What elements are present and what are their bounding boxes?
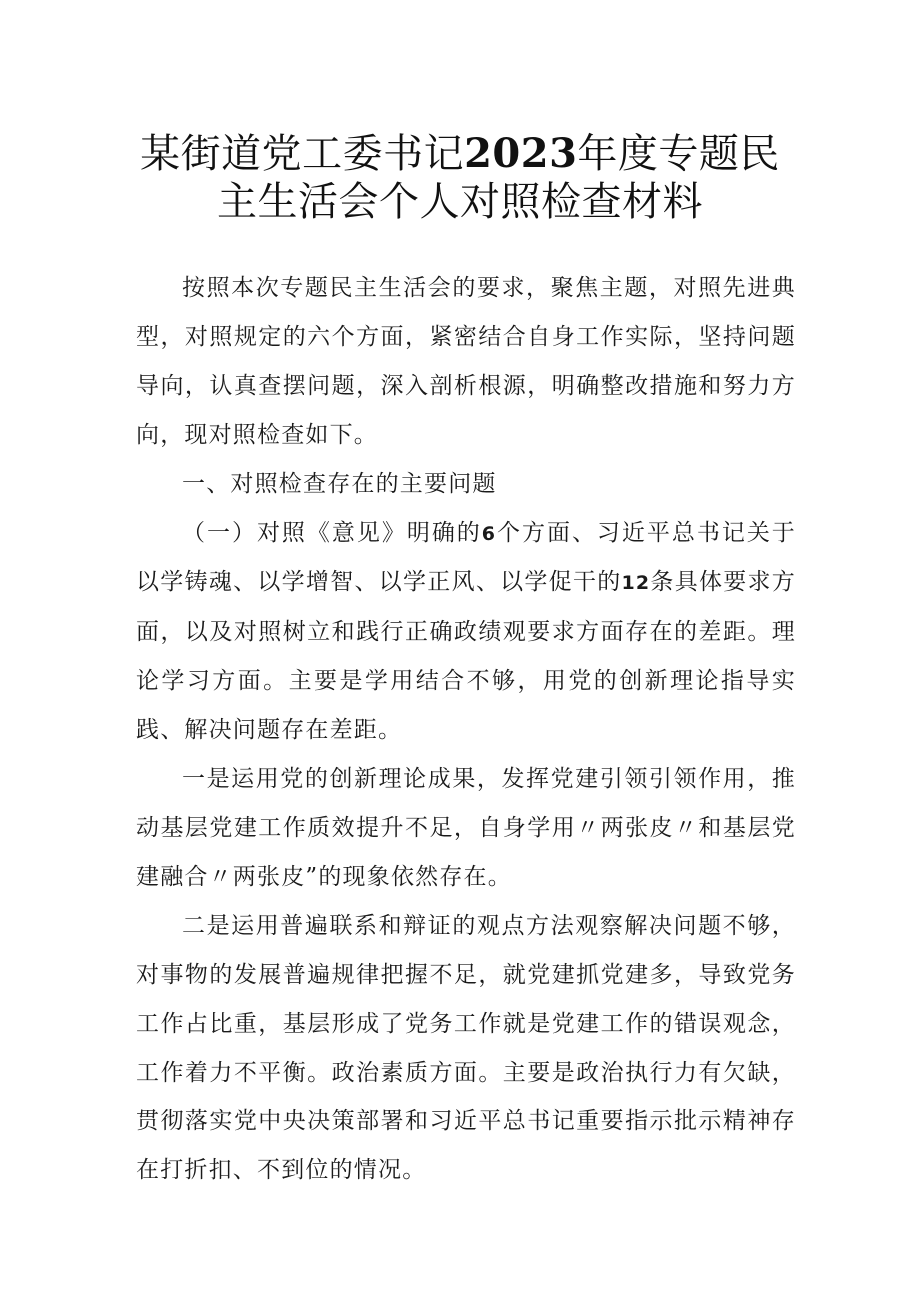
subsection-paragraph-1 xyxy=(136,509,796,756)
subsection-text-c: 条具体要求方面，以及对照树立和践行正确政绩观要求方面存在的差距。理论学习方面。主要是学用结合不够，用党的创新理论指导实践、解决问题存在差距。 xyxy=(136,569,797,744)
intro-paragraph: 按照本次专题民主生活会的要求，聚焦主题，对照先进典型，对照规定的六个方面，紧密结合自身工作实际，坚持问题导向，认真查摆问题，深入剖析根源，明确整改措施和努力方向，现对照检查如下。 xyxy=(136,275,796,448)
document-title-line-1 xyxy=(120,130,800,178)
section-heading-1: 一、对照检查存在的主要问题 xyxy=(182,470,497,497)
subsection-text-b: 个方面、习近平总书记关于以学铸魂、以学增智、以学正风、以学促干的 xyxy=(136,519,797,596)
title-year: 2023 xyxy=(464,130,578,177)
subsection-number-6: 6 xyxy=(481,522,497,545)
title-text-suffix: 年度专题民 xyxy=(577,131,780,177)
title-text-prefix: 某街道党工委书记 xyxy=(140,131,465,177)
point-paragraph-1: 一是运用党的创新理论成果，发挥党建引领引领作用，推动基层党建工作质效提升不足，自身学用〃两张皮〃和基层党建融合〃两张皮”的现象依然存在。 xyxy=(136,766,796,890)
point-paragraph-2: 二是运用普遍联系和辩证的观点方法观察解决问题不够，对事物的发展普遍规律把握不足，就党建抓党建多，导致党务工作占比重，基层形成了党务工作就是党建工作的错误观念，工作着力不平衡。政治素质方面。主要是政治执行力有欠缺，贯彻落实党中央决策部署和习近平总书记重要指示批示精神存在打折扣、不到位的情况。 xyxy=(136,912,796,1184)
subsection-number-12: 12 xyxy=(621,572,651,595)
subsection-text-a: （一）对照《意见》明确的 xyxy=(182,519,482,546)
document-body xyxy=(136,264,796,1195)
document-title-line-2: 主生活会个人对照检查材料 xyxy=(217,179,703,225)
